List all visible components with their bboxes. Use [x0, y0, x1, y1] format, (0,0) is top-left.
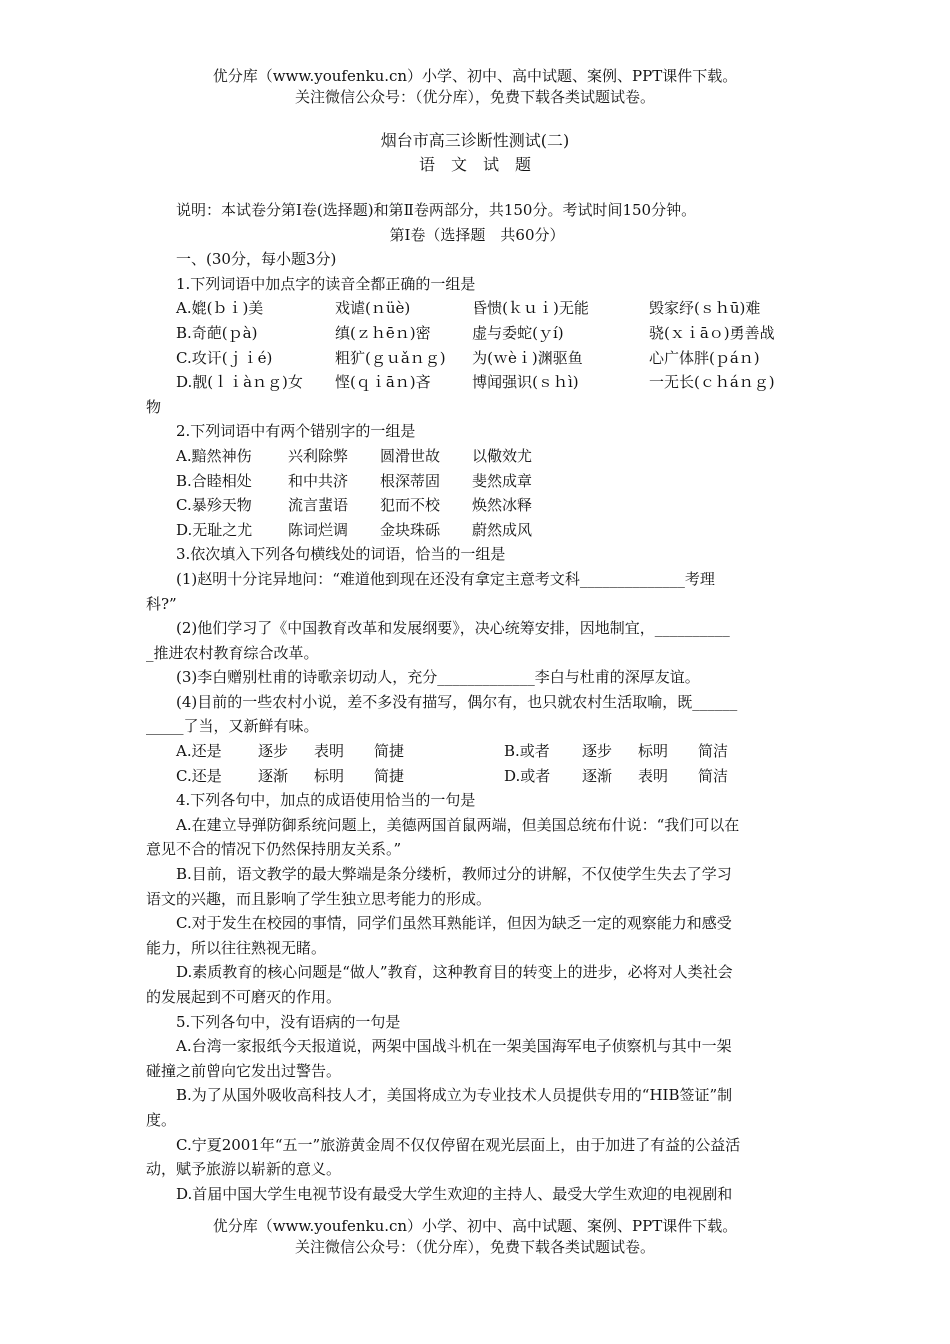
q2-b-3: 根深蒂固: [380, 471, 441, 490]
q5-stem: 5.下列各句中，没有语病的一句是: [176, 1012, 401, 1031]
q3-cd-6: 逐渐: [582, 766, 613, 785]
header-line-1: 优分库（www.youfenku.cn）小学、初中、高中试题、案例、PPT课件下载。: [212, 67, 738, 85]
q3-cd-2: 逐渐: [258, 766, 289, 785]
q5-option-a-cont: 碰撞之前曾向它发出过警告。: [146, 1061, 342, 1080]
q1-c-2: 粗犷(ｇｕǎｎｇ): [335, 348, 446, 367]
q1-option-a: [146, 296, 808, 321]
q4-option-d-cont: 的发展起到不可磨灭的作用。: [146, 988, 342, 1006]
exam-body: [146, 198, 808, 1206]
q1-a-2: 戏谑(ｎüè): [335, 299, 411, 318]
q2-c-1: C.暴殄天物: [176, 496, 252, 515]
q2-c-4: 焕然冰释: [472, 496, 533, 515]
q4-option-d: D.素质教育的核心问题是“做人”教育，这种教育目的转变上的进步，必将对人类社会: [176, 963, 733, 982]
q3-cd-1: C.还是: [176, 766, 222, 785]
q1-b-1: B.奇葩(ｐà): [176, 323, 258, 342]
q2-option-d: [146, 518, 808, 543]
q1-c-3: 为(ｗèｉ)渊驱鱼: [472, 348, 583, 367]
q2-d-2: 陈词烂调: [288, 520, 349, 539]
q3-options-ab: [146, 739, 808, 764]
q2-c-2: 流言蜚语: [288, 496, 349, 515]
q2-a-2: 兴利除弊: [288, 446, 349, 465]
q2-b-2: 和中共济: [288, 471, 349, 490]
q4-option-a: A.在建立导弹防御系统问题上，美德两国首鼠两端，但美国总统布什说：“我们可以在: [176, 815, 740, 834]
q3-ab-6: 逐步: [582, 742, 613, 761]
q3-ab-1: A.还是: [176, 742, 222, 761]
q2-b-1: B.合睦相处: [176, 471, 252, 490]
q1-d-2: 悭(ｑｉāｎ)吝: [335, 373, 431, 392]
q1-option-b: [146, 321, 808, 346]
q3-cd-5: D.或者: [504, 766, 551, 785]
q1-a-1: A.媲(ｂｉ)美: [176, 299, 264, 318]
q5-option-b-cont: 度。: [146, 1110, 177, 1129]
q2-stem: 2.下列词语中有两个错别字的一组是: [176, 422, 416, 441]
footer-line-2: 关注微信公众号：（优分库），免费下载各类试题试卷。: [294, 1238, 655, 1256]
q1-a-3: 昏愦(ｋｕｉ)无能: [472, 299, 589, 318]
footer: [0, 1216, 950, 1258]
q2-a-3: 圆滑世故: [380, 446, 441, 465]
q3-sentence-2: (2)他们学习了《中国教育改革和发展纲要》，决心统筹安排，因地制宜，__________: [176, 619, 730, 638]
q3-sentence-1-cont: 科?”: [146, 594, 177, 613]
q2-a-1: A.黯然神伤: [176, 446, 252, 465]
q1-d-4: 一无长(ｃｈáｎｇ): [649, 373, 775, 392]
q3-sentence-3: (3)李白赠别杜甫的诗歌亲切动人，充分_____________李白与杜甫的深厚友谊。: [176, 668, 700, 687]
q4-option-a-cont: 意见不合的情况下仍然保持朋友关系。”: [146, 840, 402, 859]
q3-ab-7: 标明: [638, 742, 669, 761]
q2-option-b: [146, 469, 808, 494]
q3-cd-8: 简洁: [698, 766, 729, 785]
q3-cd-7: 表明: [638, 766, 669, 785]
q2-d-4: 蔚然成风: [472, 520, 533, 539]
exam-title: 烟台市高三诊断性测试(二): [380, 131, 570, 150]
q1-a-4: 毁家纾(ｓｈū)难: [649, 299, 761, 318]
q2-option-c: [146, 493, 808, 518]
q3-sentence-1: (1)赵明十分诧异地问：“难道他到现在还没有拿定主意考文科______________考理: [176, 569, 715, 588]
q4-option-c: C.对于发生在校园的事情，同学们虽然耳熟能详，但因为缺乏一定的观察能力和感受: [176, 914, 732, 933]
q1-c-1: C.攻讦(ｊｉé): [176, 348, 273, 367]
q1-wrap: 物: [146, 397, 162, 416]
q5-option-b: B.为了从国外吸收高科技人才，美国将成立为专业技术人员提供专用的“HIB签证”制: [176, 1086, 733, 1105]
q1-b-2: 缜(ｚｈēｎ)密: [335, 323, 431, 342]
q5-option-d: D.首届中国大学生电视节设有最受大学生欢迎的主持人、最受大学生欢迎的电视剧和: [176, 1184, 733, 1203]
q4-stem: 4.下列各句中，加点的成语使用恰当的一句是: [176, 791, 476, 810]
q3-ab-3: 表明: [314, 742, 345, 761]
footer-line-1: 优分库（www.youfenku.cn）小学、初中、高中试题、案例、PPT课件下载。: [212, 1217, 738, 1235]
q3-ab-8: 简洁: [698, 742, 729, 761]
q2-b-4: 斐然成章: [472, 471, 533, 490]
q1-option-d: [146, 370, 808, 395]
q3-ab-4: 简捷: [374, 742, 405, 761]
q5-option-c-cont: 动，赋予旅游以崭新的意义。: [146, 1160, 342, 1179]
q1-b-3: 虚与委蛇(ｙí): [472, 323, 564, 342]
exam-note: 说明：本试卷分第Ⅰ卷(选择题)和第Ⅱ卷两部分，共150分。考试时间150分钟。: [176, 201, 697, 219]
q1-option-c: [146, 346, 808, 371]
section-heading: 一、(30分，每小题3分): [176, 250, 337, 269]
q2-d-1: D.无耻之尤: [176, 520, 253, 539]
q5-option-c: C.宁夏2001年“五一”旅游黄金周不仅仅停留在观光层面上，由于加进了有益的公益活: [176, 1135, 741, 1154]
q1-b-4: 骁(ｘｉāｏ)勇善战: [649, 323, 775, 342]
q4-option-b: B.目前，语文教学的最大弊端是条分缕析，教师过分的讲解，不仅使学生失去了学习: [176, 865, 732, 884]
q3-sentence-4: (4)目前的一些农村小说，差不多没有描写，偶尔有，也只就农村生活取喻，既______: [176, 692, 738, 711]
volume-heading: 第Ⅰ卷（选择题 共60分）: [389, 225, 565, 244]
q3-ab-5: B.或者: [504, 742, 550, 761]
q3-cd-3: 标明: [314, 766, 345, 785]
q3-sentence-4-cont: _____了当，又新鲜有味。: [146, 717, 319, 736]
q5-option-a: A.台湾一家报纸今天报道说，两架中国战斗机在一架美国海军电子侦察机与其中一架: [176, 1037, 732, 1056]
q4-option-b-cont: 语文的兴趣，而且影响了学生独立思考能力的形成。: [146, 889, 492, 908]
q1-stem: 1.下列词语中加点字的读音全都正确的一组是: [176, 274, 476, 293]
q2-d-3: 金块珠砾: [380, 520, 441, 539]
q1-c-4: 心广体胖(ｐáｎ): [649, 348, 760, 367]
q3-options-cd: [146, 764, 808, 789]
q3-ab-2: 逐步: [258, 742, 289, 761]
q2-a-4: 以儆效尤: [472, 446, 533, 465]
q3-sentence-2-cont: _推进农村教育综合改革。: [146, 643, 319, 662]
exam-subtitle: 语 文 试 题: [418, 155, 531, 174]
q3-cd-4: 简捷: [374, 766, 405, 785]
q2-option-a: [146, 444, 808, 469]
header-line-2: 关注微信公众号：（优分库），免费下载各类试题试卷。: [294, 88, 655, 106]
q3-stem: 3.依次填入下列各句横线处的词语，恰当的一组是: [176, 545, 506, 564]
q1-d-3: 博闻强识(ｓｈì): [472, 373, 579, 392]
q4-option-c-cont: 能力，所以往往熟视无睹。: [146, 938, 327, 957]
q1-d-1: D.靓(ｌｉàｎｇ)女: [176, 373, 303, 392]
q2-c-3: 犯而不校: [380, 496, 441, 515]
